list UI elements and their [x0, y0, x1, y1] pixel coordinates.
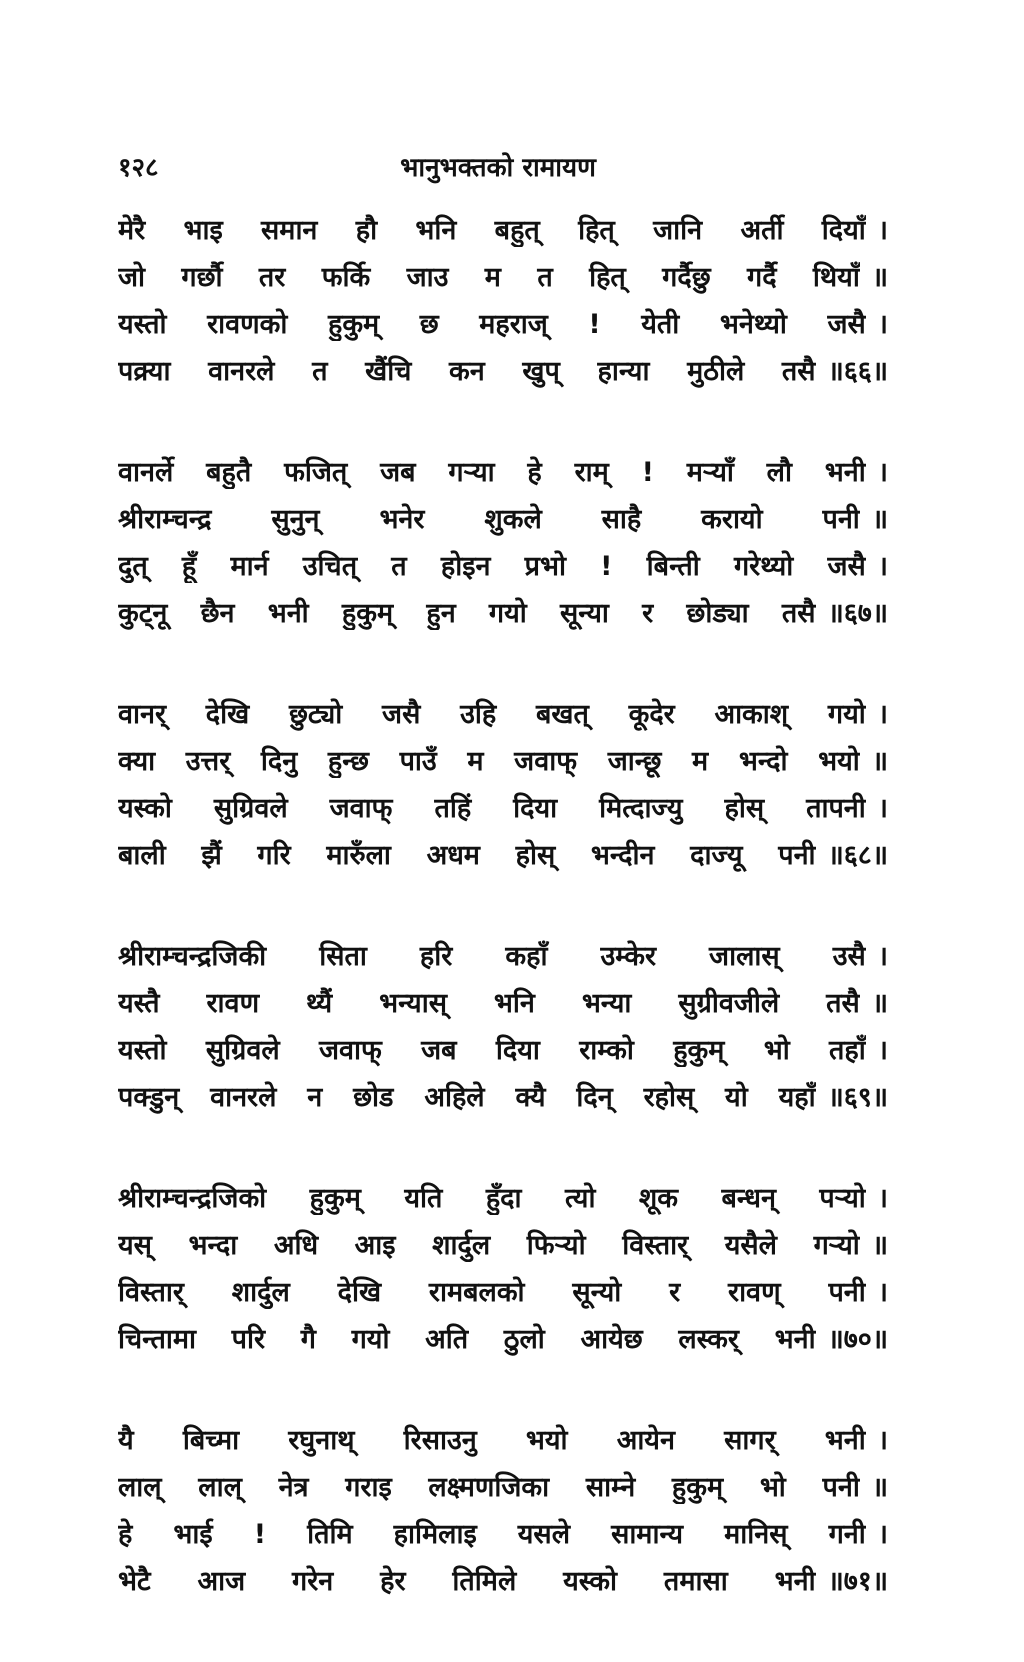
verse-line	[118, 257, 888, 304]
verse-line-text: श्रीराम्चन्द्रजिकी सिता हरि कहाँ उम्केर जालास् उसै	[118, 941, 866, 972]
verse-line	[118, 1561, 888, 1608]
verse-line-mark: ॥	[871, 262, 888, 293]
verse-line-mark: ॥६९॥	[827, 1082, 888, 1113]
verse-line-text: मेरै भाइ समान हौ भनि बहुत् हित् जानि अर्ती दियाँ	[118, 215, 866, 246]
verse-line-text: वानर् देखि छुट्यो जसै उहि बखत् कूदेर आकाश् गयो	[118, 699, 866, 730]
verse-line	[118, 546, 888, 593]
verse-line-text: दुत् हूँ मार्न उचित् त होइन प्रभो ! बिन्ती गरेथ्यो जसै	[118, 551, 866, 582]
verse-line-mark: ॥	[871, 1472, 888, 1503]
verse-line-text: वानर्ले बहुतै फजित् जब गर्‍या हे राम् ! मर्‍याँ लौ भनी	[118, 457, 866, 488]
verse-line	[118, 593, 888, 640]
verse-line	[118, 1319, 888, 1366]
verse-line-text: कुट्नू छैन भनी हुकुम् हुन गयो सून्या र छोड्या तसै	[118, 598, 816, 629]
verse-line-text: श्रीराम्चन्द्रजिको हुकुम् यति हुँदा त्यो शूक बन्धन् पर्‍यो	[118, 1183, 866, 1214]
verse-stanza	[118, 694, 888, 882]
verse-line	[118, 936, 888, 983]
verse-body	[118, 210, 888, 1662]
verse-line-mark: ॥६७॥	[827, 598, 888, 629]
verse-line	[118, 351, 888, 398]
verse-line-mark: ।	[877, 551, 888, 582]
verse-line-mark: ॥	[871, 988, 888, 1019]
verse-line-text: बाली झैं गरि मारुँला अधम होस् भन्दीन दाज्यू पनी	[118, 840, 816, 871]
verse-line	[118, 983, 888, 1030]
verse-line	[118, 452, 888, 499]
verse-line	[118, 835, 888, 882]
verse-line	[118, 1514, 888, 1561]
verse-line-mark: ।	[877, 793, 888, 824]
verse-line	[118, 1420, 888, 1467]
verse-line-text: श्रीराम्चन्द्र सुनुन् भनेर शुकले साहै करायो पनी	[118, 504, 860, 535]
verse-line-mark: ।	[877, 1425, 888, 1456]
verse-line	[118, 499, 888, 546]
verse-line-mark: ।	[877, 1519, 888, 1550]
running-title: भानुभक्तको रामायण	[400, 153, 596, 183]
verse-line-mark: ॥	[871, 746, 888, 777]
verse-line-mark: ।	[877, 215, 888, 246]
verse-line-mark: ॥७१॥	[827, 1566, 888, 1597]
verse-line-mark: ।	[877, 457, 888, 488]
verse-line	[118, 1225, 888, 1272]
verse-line	[118, 1272, 888, 1319]
verse-line-text: पक्र्या वानरले त खैंचि कन खुप् हान्या मुठीले तसै	[118, 356, 816, 387]
verse-line-text: हे भाई ! तिमि हामिलाइ यसले सामान्य मानिस् गनी	[118, 1519, 866, 1550]
page-header	[118, 148, 878, 188]
verse-line-text: जो गर्छौ तर फर्कि जाउ म त हित् गर्दैछु गर्दै थियाँ	[118, 262, 860, 293]
verse-line-mark: ।	[877, 1277, 888, 1308]
verse-line	[118, 304, 888, 351]
verse-line-text: यस् भन्दा अधि आइ शार्दुल फिर्‍यो विस्तार् यसैले गर्‍यो	[118, 1230, 860, 1261]
verse-line-mark: ॥६६॥	[827, 356, 888, 387]
verse-line-text: पक्डुन् वानरले न छोड अहिले क्यै दिन् रहोस् यो यहाँ	[118, 1082, 816, 1113]
verse-line	[118, 1077, 888, 1124]
verse-line-mark: ।	[877, 699, 888, 730]
verse-line-mark: ॥६८॥	[827, 840, 888, 871]
verse-stanza	[118, 210, 888, 398]
verse-line-text: विस्तार् शार्दुल देखि रामबलको सून्यो र रावण् पनी	[118, 1277, 866, 1308]
verse-line-mark: ॥७०॥	[827, 1324, 888, 1355]
verse-stanza	[118, 1420, 888, 1608]
verse-line-mark: ॥	[871, 1230, 888, 1261]
verse-line-text: यस्को सुग्रिवले जवाफ् तहिं दिया मित्दाज्यु होस् तापनी	[118, 793, 866, 824]
verse-stanza	[118, 936, 888, 1124]
verse-line-text: क्या उत्तर् दिनु हुन्छ पाउँ म जवाफ् जान्छू म भन्दो भयो	[118, 746, 860, 777]
verse-stanza	[118, 452, 888, 640]
verse-line-mark: ।	[877, 1035, 888, 1066]
verse-line	[118, 1030, 888, 1077]
verse-line	[118, 788, 888, 835]
verse-line-mark: ।	[877, 309, 888, 340]
verse-line	[118, 210, 888, 257]
verse-line	[118, 694, 888, 741]
verse-line-mark: ॥	[871, 504, 888, 535]
verse-line-text: भेटै आज गरेन हेर तिमिले यस्को तमासा भनी	[118, 1566, 816, 1597]
verse-line	[118, 1178, 888, 1225]
verse-line-text: चिन्तामा परि गै गयो अति ठुलो आयेछ लस्कर् भनी	[118, 1324, 816, 1355]
verse-line-text: यस्तो रावणको हुकुम् छ महराज् ! येती भनेथ्यो जसै	[118, 309, 866, 340]
page-number: १२८	[118, 153, 159, 183]
verse-line	[118, 741, 888, 788]
verse-line-text: यस्तै रावण थ्यैं भन्यास् भनि भन्या सुग्रीवजीले तसै	[118, 988, 860, 1019]
verse-stanza	[118, 1178, 888, 1366]
verse-line-mark: ।	[877, 941, 888, 972]
verse-line-text: यस्तो सुग्रिवले जवाफ् जब दिया राम्को हुकुम् भो तहाँ	[118, 1035, 866, 1066]
verse-line-text: लाल् लाल् नेत्र गराइ लक्ष्मणजिका साम्ने हुकुम् भो पनी	[118, 1472, 860, 1503]
verse-line	[118, 1467, 888, 1514]
verse-line-text: यै बिच्मा रघुनाथ् रिसाउनु भयो आयेन सागर् भनी	[118, 1425, 866, 1456]
verse-line-mark: ।	[877, 1183, 888, 1214]
